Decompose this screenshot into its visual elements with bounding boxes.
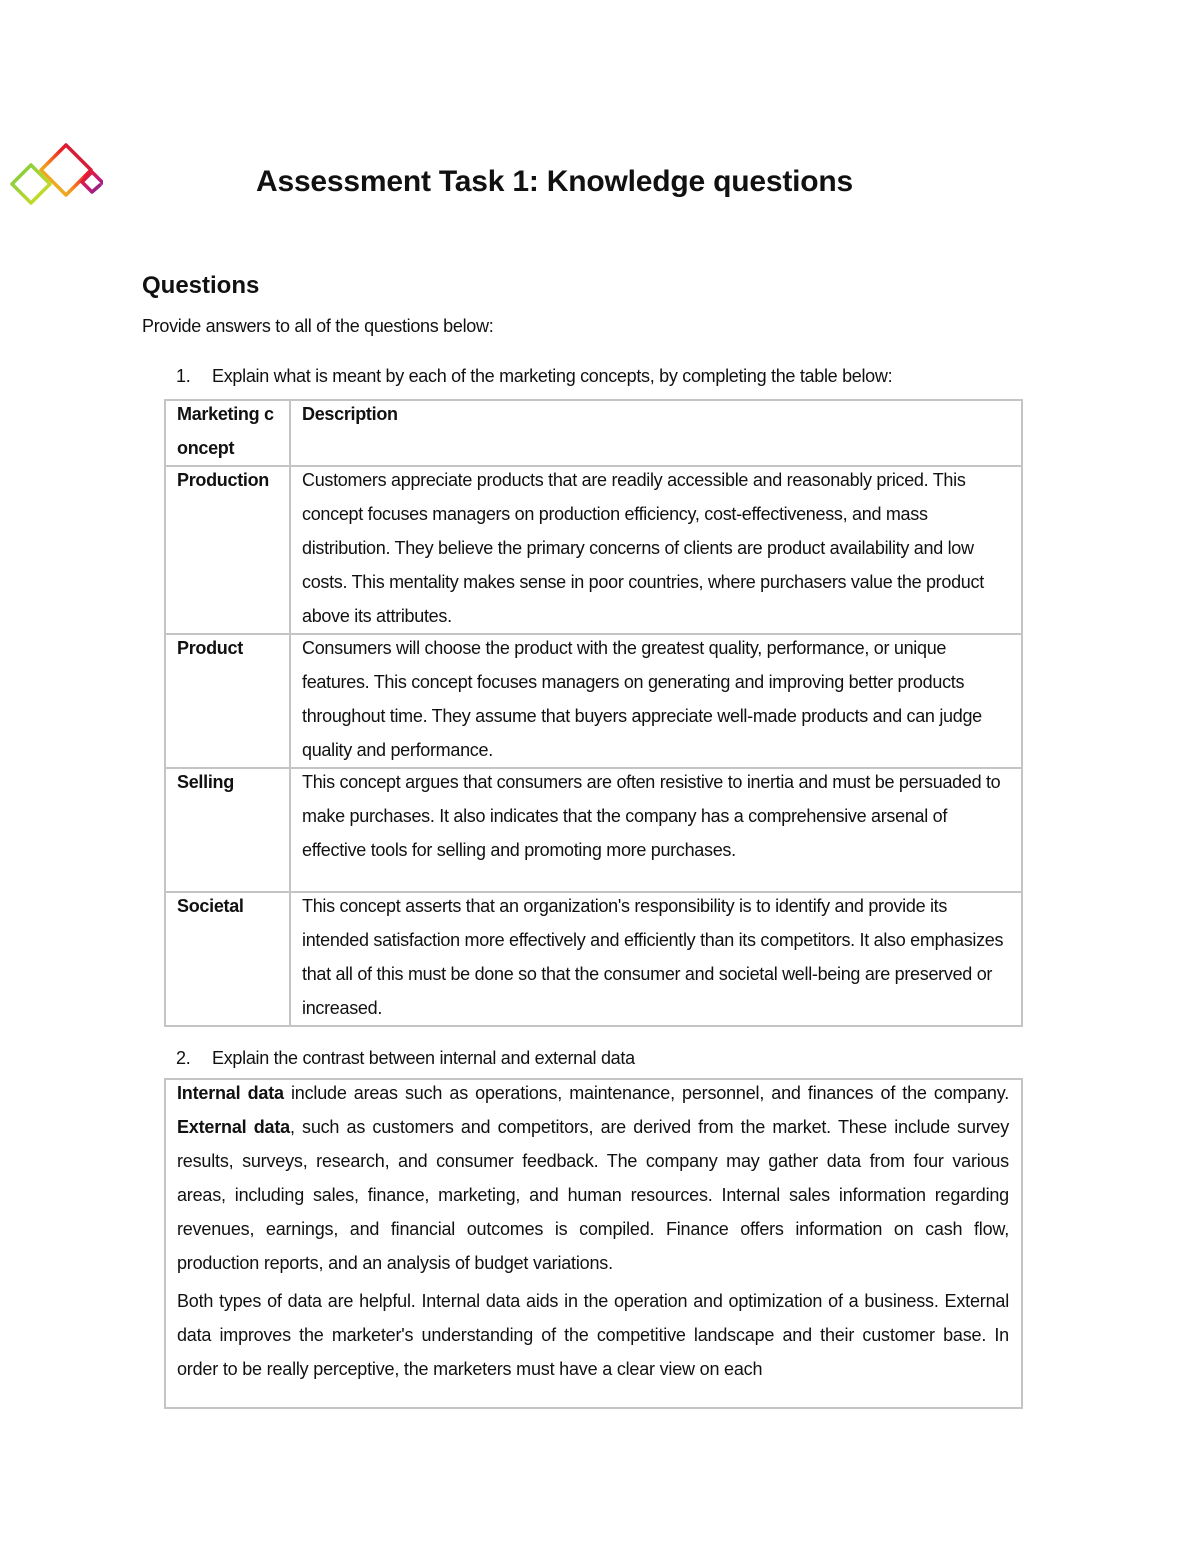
description-societal: This concept asserts that an organization's responsibility is to identify and provide its intended satisfaction more effectively and efficiently than its competitors. It also emphasizes that all of this must be done so that the consumer and societal well-being are preserved or increased. [302,896,1004,1018]
description-cell [290,768,1022,892]
answer-text-2: , such as customers and competitors, are derived from the market. These include survey results, surveys, research, and consumer feedback. The company may gather data from four various areas, including sales, finance, marketing, and human resources. Internal sales information regarding revenues, earnings, and financial outcomes is compiled. Finance offers information on cash flow, production reports, and an analysis of budget variations. [177,1117,1009,1273]
table-header-row [165,400,1022,466]
description-cell [290,892,1022,1026]
questions-intro: Provide answers to all of the questions below: [142,316,494,336]
term-production: Production [177,470,269,490]
header-description [290,400,1022,466]
marketing-concepts-table [164,399,1023,1027]
header-marketing-concept-label: Marketing concept [177,404,274,458]
description-selling: This concept argues that consumers are often resistive to inertia and must be persuaded to make purchases. It also indicates that the company has a comprehensive arsenal of effective tools for selling and promoting more purchases. [302,772,1001,860]
table-row-selling [165,768,1022,892]
header-description-label: Description [302,404,398,424]
internal-data-term: Internal data [177,1083,284,1103]
term-selling: Selling [177,772,234,792]
question-1 [176,366,892,387]
term-cell [165,768,290,892]
answer-paragraph-1 [177,1078,1009,1280]
question-2 [176,1048,635,1069]
table-row-production [165,466,1022,634]
table-row-societal [165,892,1022,1026]
question-2-answer-box [164,1078,1023,1409]
questions-heading: Questions [142,272,260,299]
header-marketing-concept [165,400,290,466]
question-1-number: 1. [176,366,191,386]
description-product: Consumers will choose the product with the greatest quality, performance, or unique features. This concept focuses managers on generating and improving better products throughout time. They assume that buyers appreciate well-made products and can judge quality and performance. [302,638,982,760]
term-cell [165,466,290,634]
term-product: Product [177,638,243,658]
description-cell [290,466,1022,634]
answer-text-1: include areas such as operations, maintenance, personnel, and finances of the company. [283,1083,1009,1103]
description-cell [290,634,1022,768]
question-2-number: 2. [176,1048,191,1068]
external-data-term: External data [177,1117,290,1137]
term-societal: Societal [177,896,244,916]
question-1-text: Explain what is meant by each of the marketing concepts, by completing the table below: [212,366,893,386]
interlocking-diamonds-logo-icon [8,140,103,215]
document-title: Assessment Task 1: Knowledge questions [256,165,854,198]
answer-paragraph-2: Both types of data are helpful. Internal data aids in the operation and optimization of a business. External data improves the marketer's understanding of the competitive landscape and their customer base. In order to be really perceptive, the marketers must have a clear view on each [177,1291,1009,1379]
description-production: Customers appreciate products that are readily accessible and reasonably priced. This concept focuses managers on production efficiency, cost-effectiveness, and mass distribution. They believe the primary concerns of clients are product availability and low costs. This mentality makes sense in poor countries, where purchasers value the product above its attributes. [302,470,984,626]
term-cell [165,634,290,768]
table-row-product [165,634,1022,768]
question-2-text: Explain the contrast between internal and external data [212,1048,635,1068]
term-cell [165,892,290,1026]
